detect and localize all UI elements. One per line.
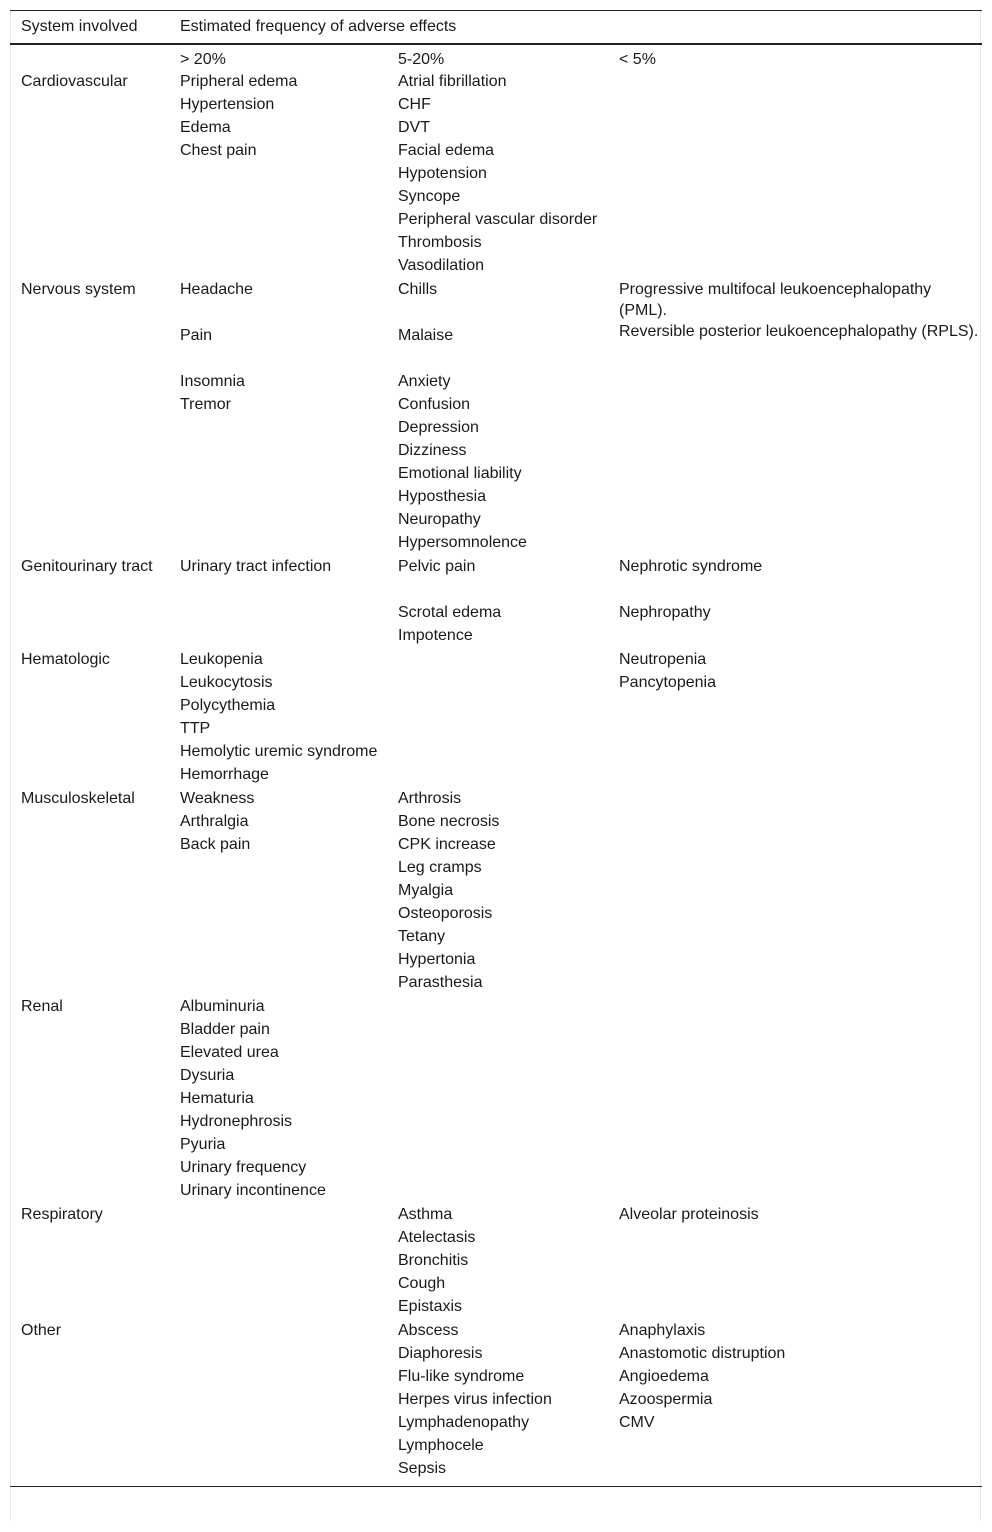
effect-item: Insomnia xyxy=(180,373,245,390)
effect-item xyxy=(398,302,608,325)
low-frequency-cell xyxy=(608,648,982,787)
mid-frequency-cell xyxy=(387,278,608,555)
effect-item: CMV xyxy=(619,1414,655,1431)
effect-item: Cough xyxy=(398,1275,446,1292)
effect-item: Reversible posterior leukoencephalopathy (RPLS). xyxy=(619,323,979,340)
effect-item: Dizziness xyxy=(398,442,467,459)
effect-item: Facial edema xyxy=(398,142,495,159)
effect-item: Leg cramps xyxy=(398,859,482,876)
effect-item: Neuropathy xyxy=(398,511,481,528)
system-cell xyxy=(10,1203,169,1319)
effect-item: Hyposthesia xyxy=(398,488,487,505)
effect-item: Anastomotic distruption xyxy=(619,1345,786,1362)
effect-item: Hemorrhage xyxy=(180,766,269,783)
system-cell xyxy=(10,278,169,555)
low-frequency-cell xyxy=(608,555,982,648)
table-bottom-rule xyxy=(10,1481,982,1487)
effect-item: Atelectasis xyxy=(398,1229,476,1246)
effect-item: Abscess xyxy=(398,1322,459,1339)
effect-item: Tetany xyxy=(398,928,446,945)
effect-item: Elevated urea xyxy=(180,1044,279,1061)
effect-item xyxy=(398,579,608,602)
effect-item: Malaise xyxy=(398,327,454,344)
effect-item: Pyuria xyxy=(180,1136,226,1153)
effect-item: Progressive multifocal leukoencephalopathy (PML). xyxy=(619,281,932,319)
system-label: Nervous system xyxy=(21,281,136,298)
table-row xyxy=(10,1203,982,1319)
system-cell xyxy=(10,787,169,995)
effect-item: Chills xyxy=(398,281,438,298)
effect-item: Urinary frequency xyxy=(180,1159,307,1176)
effect-item: CHF xyxy=(398,96,431,113)
table-row xyxy=(10,70,982,278)
low-frequency-cell xyxy=(608,787,982,995)
effect-item: Hypersomnolence xyxy=(398,534,527,551)
effect-item: Scrotal edema xyxy=(398,604,502,621)
effect-item: Urinary incontinence xyxy=(180,1182,326,1199)
effect-item: Bladder pain xyxy=(180,1021,270,1038)
effect-item: Pain xyxy=(180,327,213,344)
low-frequency-cell xyxy=(608,1203,982,1319)
effect-item: Anaphylaxis xyxy=(619,1322,706,1339)
effect-item: Neutropenia xyxy=(619,651,707,668)
system-label: Musculoskeletal xyxy=(21,790,135,807)
effect-item: Albuminuria xyxy=(180,998,265,1015)
effect-item: Impotence xyxy=(398,627,473,644)
mid-frequency-cell xyxy=(387,1203,608,1319)
effect-item: Dysuria xyxy=(180,1067,235,1084)
effect-item: Hydronephrosis xyxy=(180,1113,293,1130)
mid-frequency-cell xyxy=(387,555,608,648)
high-frequency-cell xyxy=(169,555,387,648)
low-frequency-cell xyxy=(608,995,982,1203)
system-label: Genitourinary tract xyxy=(21,558,153,575)
effect-item xyxy=(398,348,608,371)
system-label: Cardiovascular xyxy=(21,73,128,90)
mid-frequency-cell xyxy=(387,648,608,787)
effect-item: Hematuria xyxy=(180,1090,254,1107)
system-column-header: System involved xyxy=(10,11,169,45)
empty-subheader-cell xyxy=(10,44,169,70)
effect-item: Leukopenia xyxy=(180,651,263,668)
system-label: Other xyxy=(21,1322,62,1339)
effect-item xyxy=(619,579,982,602)
adverse-effects-table xyxy=(10,10,982,1487)
high-frequency-cell xyxy=(169,648,387,787)
table-row xyxy=(10,555,982,648)
effect-item: Urinary tract infection xyxy=(180,558,332,575)
high-frequency-cell xyxy=(169,1319,387,1481)
effect-item: Emotional liability xyxy=(398,465,522,482)
effect-item: Sepsis xyxy=(398,1460,447,1477)
effect-item: Anxiety xyxy=(398,373,451,390)
effect-item: TTP xyxy=(180,720,211,737)
system-cell xyxy=(10,70,169,278)
mid-frequency-cell xyxy=(387,70,608,278)
table-body xyxy=(10,70,982,1481)
high-frequency-cell xyxy=(169,278,387,555)
effect-item: Vasodilation xyxy=(398,257,484,274)
effect-item: Angioedema xyxy=(619,1368,709,1385)
effect-item: Headache xyxy=(180,281,253,298)
system-label: Renal xyxy=(21,998,63,1015)
effect-item: Back pain xyxy=(180,836,251,853)
effect-item: Pelvic pain xyxy=(398,558,476,575)
effect-item: Flu-like syndrome xyxy=(398,1368,525,1385)
effect-item: Hypotension xyxy=(398,165,487,182)
effect-item: DVT xyxy=(398,119,430,136)
table-row xyxy=(10,995,982,1203)
effect-item: Bone necrosis xyxy=(398,813,500,830)
effect-item: Edema xyxy=(180,119,231,136)
low-frequency-header: < 5% xyxy=(619,51,656,68)
effect-item: Pripheral edema xyxy=(180,73,298,90)
effect-item: Syncope xyxy=(398,188,461,205)
effect-item: Confusion xyxy=(398,396,471,413)
mid-frequency-cell xyxy=(387,1319,608,1481)
mid-frequency-cell xyxy=(387,995,608,1203)
effect-item: Thrombosis xyxy=(398,234,482,251)
effect-item: Arthralgia xyxy=(180,813,249,830)
effect-item: Osteoporosis xyxy=(398,905,493,922)
frequency-column-header: Estimated frequency of adverse effects xyxy=(169,11,982,45)
effect-item: Parasthesia xyxy=(398,974,483,991)
system-cell xyxy=(10,555,169,648)
effect-item: Peripheral vascular disorder xyxy=(398,211,598,228)
effect-item: Nephropathy xyxy=(619,604,711,621)
high-frequency-header: > 20% xyxy=(180,51,226,68)
mid-frequency-header: 5-20% xyxy=(398,51,445,68)
high-frequency-cell xyxy=(169,995,387,1203)
table-row xyxy=(10,278,982,555)
effect-item: Hypertension xyxy=(180,96,275,113)
system-label: Respiratory xyxy=(21,1206,103,1223)
high-frequency-cell xyxy=(169,70,387,278)
effect-item: Myalgia xyxy=(398,882,454,899)
low-frequency-cell xyxy=(608,70,982,278)
frequency-subheader-row xyxy=(10,44,982,70)
low-frequency-cell xyxy=(608,278,982,555)
effect-item: Epistaxis xyxy=(398,1298,463,1315)
system-cell xyxy=(10,995,169,1203)
effect-item: CPK increase xyxy=(398,836,496,853)
effect-item: Pancytopenia xyxy=(619,674,716,691)
table-row xyxy=(10,787,982,995)
effect-item: Atrial fibrillation xyxy=(398,73,507,90)
effect-item: Bronchitis xyxy=(398,1252,469,1269)
effect-item: Hemolytic uremic syndrome xyxy=(180,743,378,760)
effect-item: Hypertonia xyxy=(398,951,476,968)
table-row xyxy=(10,1319,982,1481)
system-cell xyxy=(10,648,169,787)
effect-item: Diaphoresis xyxy=(398,1345,483,1362)
effect-item: Chest pain xyxy=(180,142,257,159)
effect-item: Azoospermia xyxy=(619,1391,713,1408)
high-frequency-cell xyxy=(169,787,387,995)
effect-item: Leukocytosis xyxy=(180,674,273,691)
effect-item xyxy=(180,302,387,325)
effect-item: Lymphocele xyxy=(398,1437,484,1454)
effect-item xyxy=(180,348,387,371)
effect-item: Nephrotic syndrome xyxy=(619,558,763,575)
effect-item: Polycythemia xyxy=(180,697,276,714)
table-row xyxy=(10,648,982,787)
effect-item: Alveolar proteinosis xyxy=(619,1206,759,1223)
mid-frequency-cell xyxy=(387,787,608,995)
effect-item: Tremor xyxy=(180,396,231,413)
effect-item: Weakness xyxy=(180,790,255,807)
effect-item: Arthrosis xyxy=(398,790,462,807)
system-cell xyxy=(10,1319,169,1481)
high-frequency-cell xyxy=(169,1203,387,1319)
effect-item: Asthma xyxy=(398,1206,453,1223)
effect-item: Herpes virus infection xyxy=(398,1391,552,1408)
header-row xyxy=(10,11,982,45)
system-label: Hematologic xyxy=(21,651,110,668)
low-frequency-cell xyxy=(608,1319,982,1481)
effect-item: Lymphadenopathy xyxy=(398,1414,530,1431)
effect-item: Depression xyxy=(398,419,479,436)
